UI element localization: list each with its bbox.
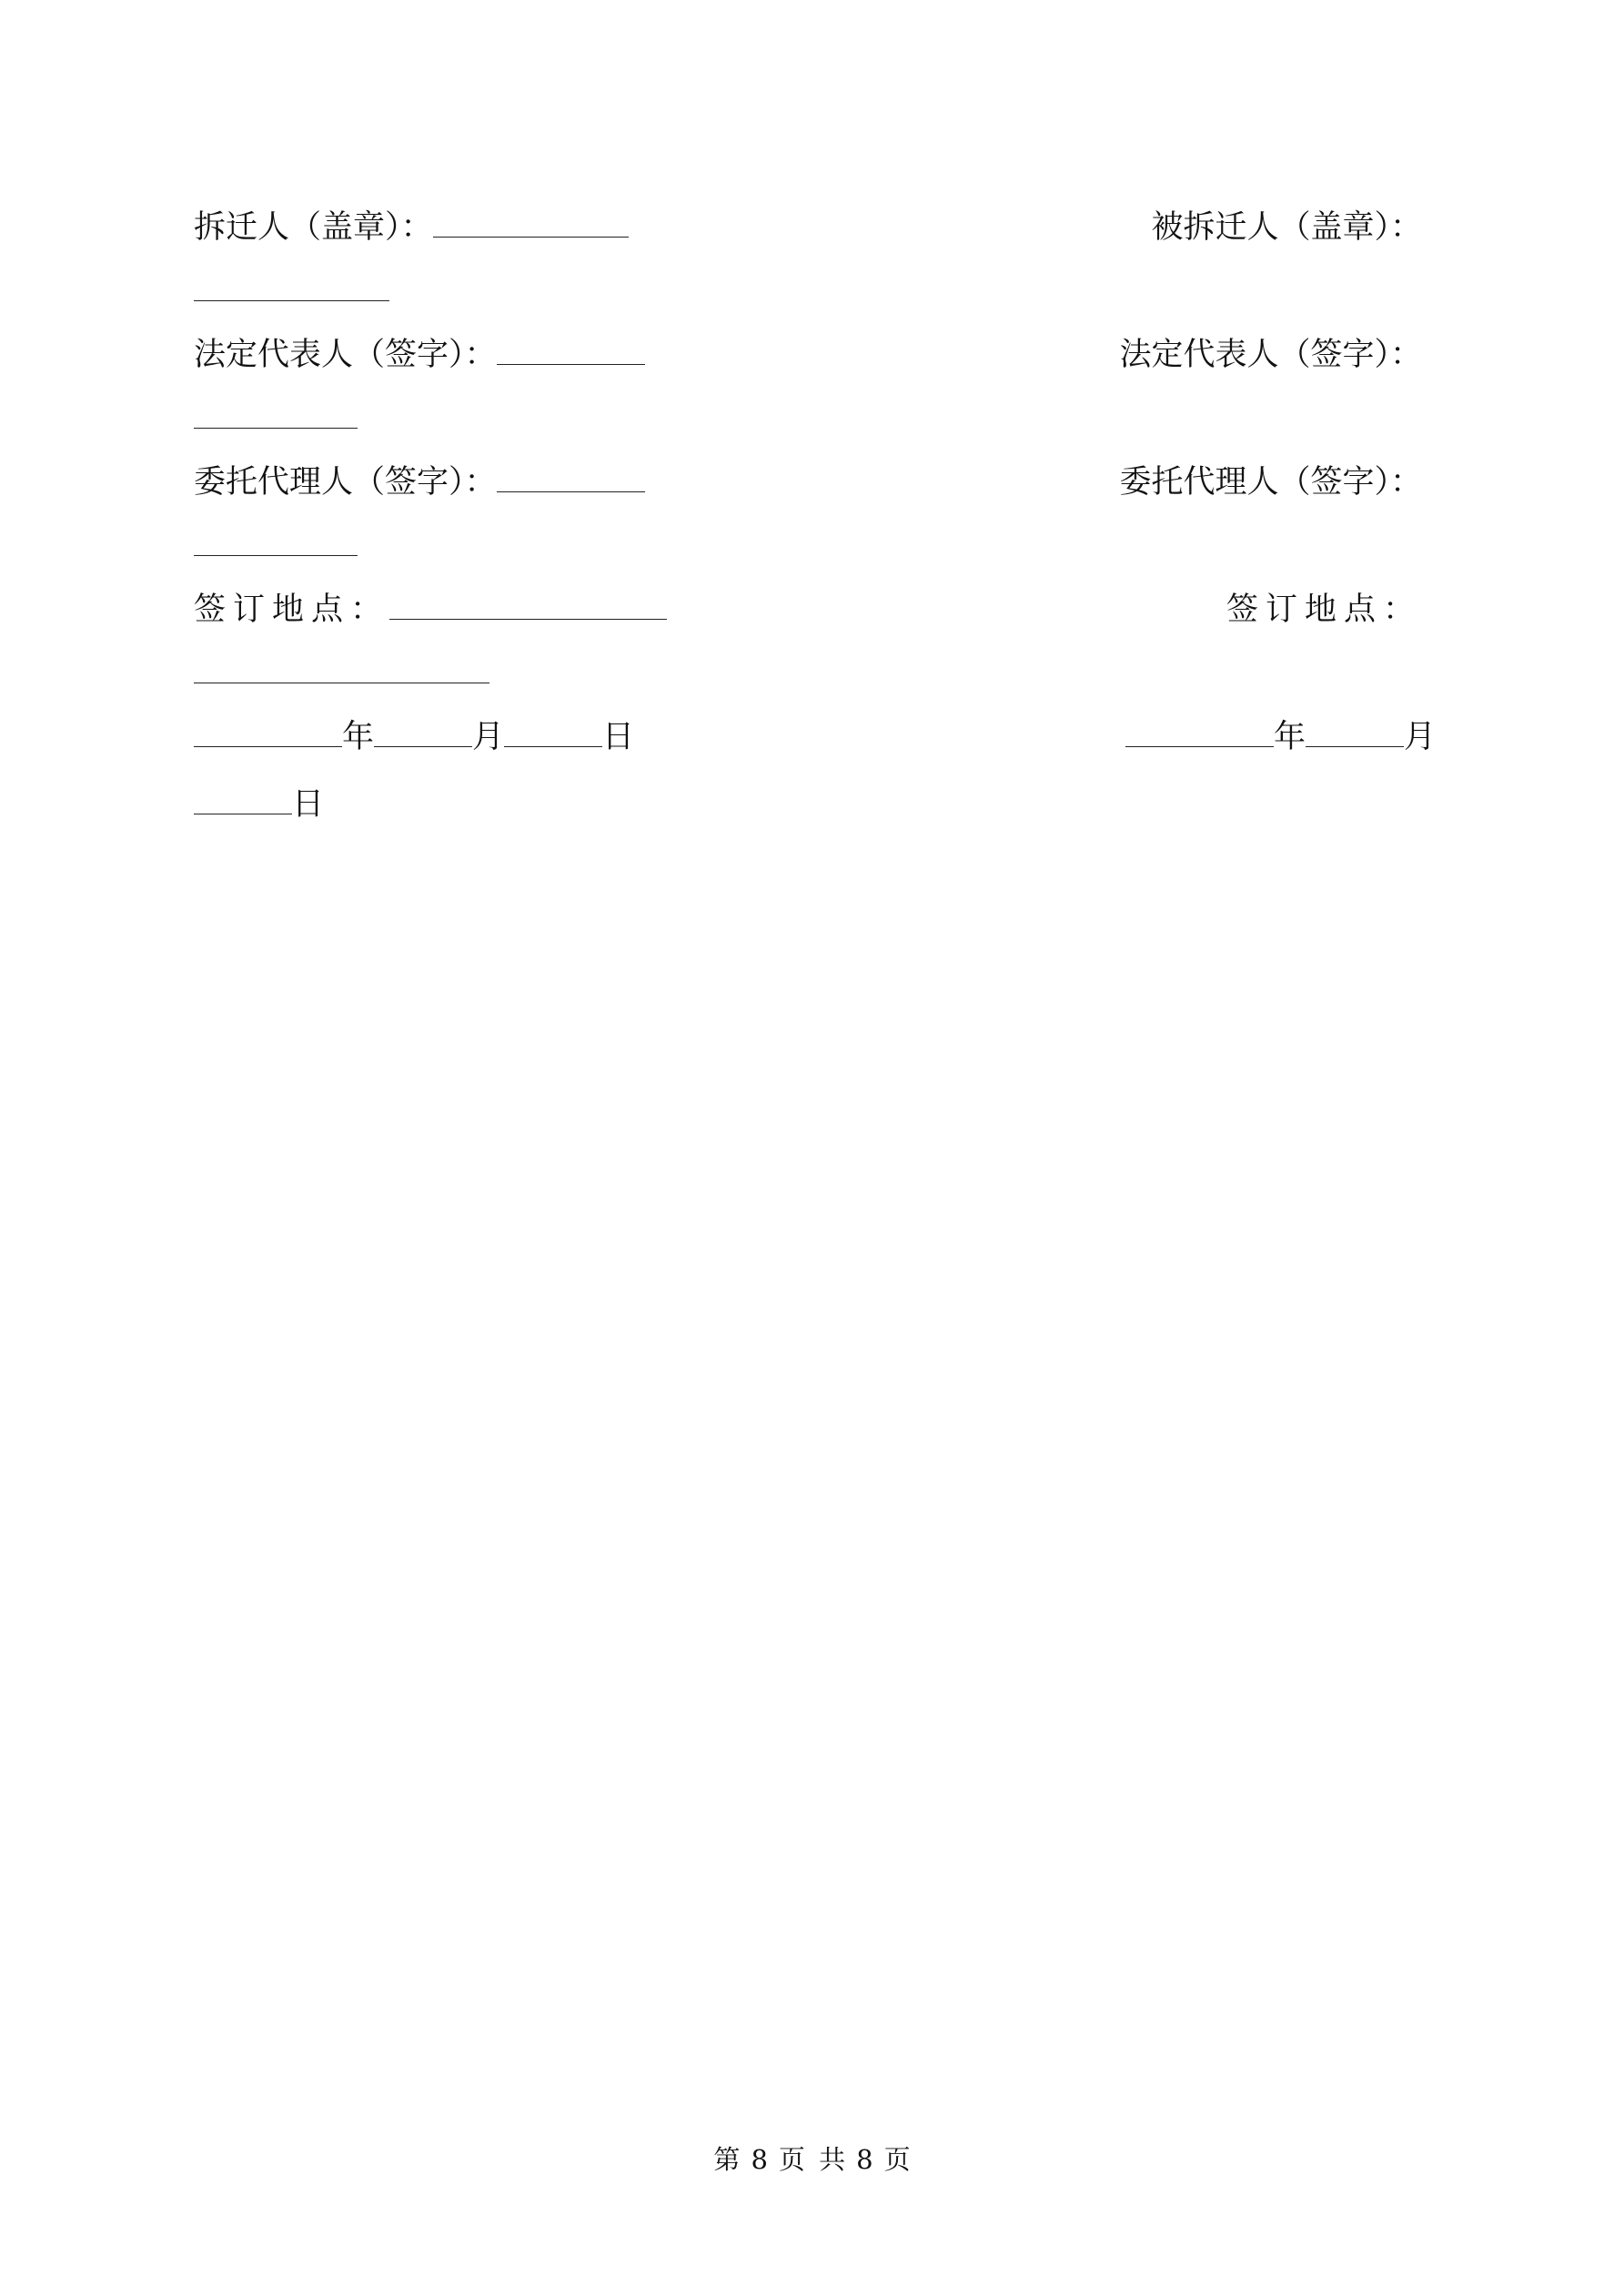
party-b-day-line bbox=[194, 784, 324, 824]
party-b-rep-label: 法定代表人（签字）： bbox=[1119, 337, 1422, 373]
party-a-year-blank bbox=[194, 721, 342, 747]
party-b-place-label: 签订地点： bbox=[1226, 592, 1422, 628]
party-a-day-blank bbox=[504, 721, 602, 747]
party-a-rep-blank bbox=[497, 339, 645, 365]
party-b-place-blank-line bbox=[194, 653, 489, 693]
party-a-year-label: 年 bbox=[342, 719, 375, 755]
party-b-year-blank bbox=[1125, 721, 1274, 747]
party-b-seal-label: 被拆迁人（盖章）： bbox=[1151, 209, 1422, 246]
party-a-month-label: 月 bbox=[472, 719, 505, 755]
party-b-agent-line bbox=[1119, 462, 1422, 502]
party-b-seal-blank bbox=[194, 275, 389, 301]
party-b-agent-blank bbox=[194, 530, 358, 556]
party-b-agent-label: 委托代理人（签字）： bbox=[1119, 464, 1422, 501]
party-a-agent-line bbox=[194, 462, 645, 502]
party-a-month-blank bbox=[374, 721, 472, 747]
party-a-rep-line bbox=[194, 335, 645, 375]
party-b-date-line bbox=[1125, 717, 1436, 757]
party-a-seal-line bbox=[194, 207, 629, 248]
party-b-rep-blank-line bbox=[194, 399, 358, 439]
party-b-day-blank bbox=[194, 788, 292, 814]
page-footer bbox=[0, 2143, 1624, 2176]
party-b-agent-blank-line bbox=[194, 526, 358, 566]
party-a-rep-label: 法定代表人（签字）： bbox=[194, 337, 497, 373]
footer-page-suffix: 页 bbox=[883, 2144, 911, 2175]
party-b-year-label: 年 bbox=[1274, 719, 1306, 755]
party-b-rep-line bbox=[1119, 335, 1422, 375]
party-a-place-blank bbox=[389, 593, 667, 620]
party-a-place-line bbox=[194, 590, 667, 630]
party-a-agent-label: 委托代理人（签字）： bbox=[194, 464, 497, 501]
footer-page-mid: 页 共 bbox=[778, 2144, 846, 2175]
party-a-seal-label: 拆迁人（盖章）： bbox=[194, 209, 433, 246]
party-a-day-label: 日 bbox=[602, 719, 635, 755]
footer-page-total: 8 bbox=[856, 2144, 873, 2175]
party-a-seal-blank bbox=[433, 211, 629, 238]
party-b-day-label: 日 bbox=[292, 786, 325, 823]
party-b-seal-line bbox=[1151, 207, 1422, 248]
party-b-rep-blank bbox=[194, 402, 358, 429]
party-a-agent-blank bbox=[497, 466, 645, 492]
footer-page-number: 8 bbox=[751, 2144, 768, 2175]
footer-page-prefix: 第 bbox=[713, 2144, 741, 2175]
party-b-month-label: 月 bbox=[1404, 719, 1437, 755]
party-a-place-label: 签订地点： bbox=[194, 592, 390, 628]
party-b-place-line bbox=[1226, 590, 1422, 630]
party-b-place-blank bbox=[194, 657, 489, 683]
party-b-month-blank bbox=[1306, 721, 1404, 747]
party-b-seal-blank-line bbox=[194, 271, 389, 311]
party-a-date-line bbox=[194, 717, 634, 757]
